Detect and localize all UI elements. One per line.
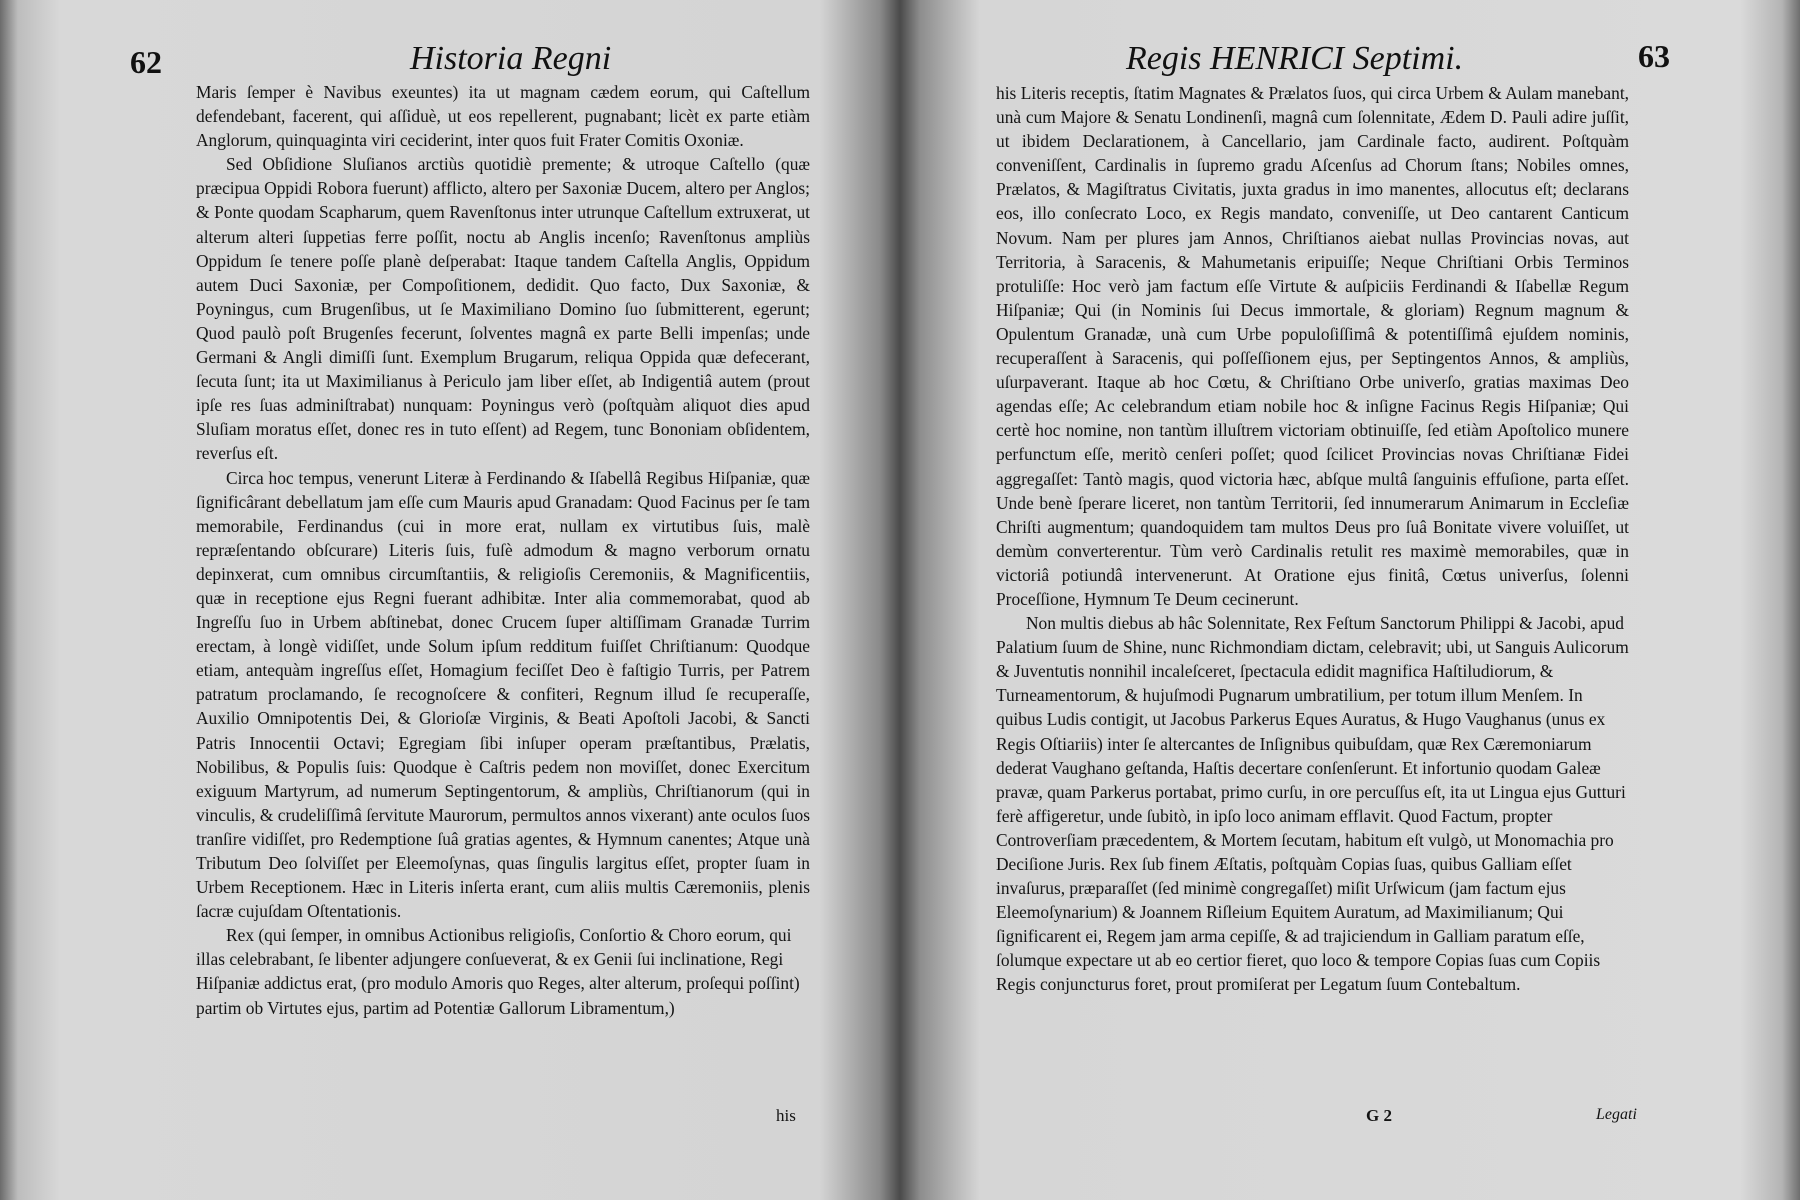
paragraph: Maris ſemper è Navibus exeuntes) ita ut magnam cædem eorum, qui Caſtellum defendebant, facerent, qui aſſiduè, ut eos repellerent, pugnabant; licèt ex parte etiàm Anglorum, quinquaginta viri ceciderint, inter quos fuit Frater Comitis Oxoniæ.	[196, 82, 810, 151]
signature-mark: G 2	[1366, 1106, 1392, 1125]
paragraph: Rex (qui ſemper, in omnibus Actionibus religioſis, Conſortio & Choro eorum, qui illas celebrabant, ſe libenter adjungere conſueverat, & ex Genii ſui inclinatione, Regi Hiſpaniæ addictus erat, (pro modulo Amoris quo Reges, alter alterum, proſequi poſſint) partim ob Virtutes ejus, partim ad Potentiæ Gallorum Libramentum,)	[196, 925, 800, 1018]
running-head-right: Regis HENRICI Septimi.	[1126, 40, 1464, 77]
running-head-left: Historia Regni	[410, 40, 612, 77]
page-number-left: 62	[130, 44, 162, 80]
paragraph: Non multis diebus ab hâc Solennitate, Rex Feſtum Sanctorum Philippi & Jacobi, apud Palatium ſuum de Shine, nunc Richmondiam dictam, celebravit; ubi, ut Sanguis Aulicorum & Juventutis nonnihil incaleſceret, ſpectacula edidit magnifica Haſtiludiorum, & Turneamentorum, & hujuſmodi Pugnarum umbratilium, per totum illum Menſem. In quibus Ludis contigit, ut Jacobus Parkerus Eques Auratus, & Hugo Vaughanus (unus ex Regis Oſtiariis) inter ſe altercantes de Inſignibus quibuſdam, quæ Rex Cæremoniarum dederat Vaughano geſtanda, Haſtis decertare conſenſerunt. Et infortunio quodam Galeæ pravæ, quam Parkerus portabat, primo curſu, in ore percuſſus eſt, ita ut Lingua ejus Gutturi ferè affigeretur, unde ſubitò, in ipſo loco animam efflavit. Quod Factum, propter Controverſiam præcedentem, & Mortem ſecutam, habitum eſt vulgò, ut Monomachia pro Deciſione Juris. Rex ſub finem Æſtatis, poſtquàm Copias ſuas, quibus Galliam eſſet invaſurus, præparaſſet (ſed minimè congregaſſet) miſit Urſwicum (jam factum ejus Eleemoſynarium) & Joannem Riſleium Equitem Auratum, ad Maximilianum; Qui ſignificarent ei, Regem jam arma cepiſſe, & ad trajiciendum in Galliam paratum eſſe, ſolumque expectare ut ab eo certior fieret, quo loco & tempore Copias ſuas cum Copiis Regis conjuncturus foret, prout promiſerat per Legatum ſuum Contebaltum.	[996, 613, 1629, 995]
right-page-body	[996, 81, 1629, 997]
page-number-right: 63	[1638, 38, 1670, 74]
catchword-right: Legati	[1596, 1106, 1637, 1123]
right-page	[900, 0, 1800, 1200]
paragraph: Sed Obſidione Sluſianos arctiùs quotidiè premente; & utroque Caſtello (quæ præcipua Oppidi Robora fuerunt) afflicto, altero per Saxoniæ Ducem, altero per Anglos; & Ponte quodam Scapharum, quem Ravenſtonus inter utrunque Caſtellum extruxerat, ut alterum alteri ſuppetias ferre poſſit, noctu ab Anglis incenſo; Ravenſtonus ampliùs Oppidum ſe tenere poſſe planè deſperabat: Itaque tandem Caſtella Anglis, Oppidum autem Duci Saxoniæ, per Compoſitionem, dedidit. Quo facto, Dux Saxoniæ, & Poyningus, cum Brugenſibus, ut ſe Maximiliano Domino ſuo ſubmitterent, egerunt; Quod paulò poſt Brugenſes fecerunt, ſolventes magnâ ex parte Belli impenſas; unde Germani & Angli dimiſſi ſunt. Exemplum Brugarum, reliqua Oppida quæ defecerant, ſecuta ſunt; ita ut Maximilianus à Periculo jam liber eſſet, ab Indigentiâ autem (prout ipſe res ſuas adminiſtrabat) nunquam: Poyningus verò (poſtquàm aliquot dies apud Sluſiam moratus eſſet, donec res in tuto eſſent) ad Regem, tunc Bononiam obſidentem, reverſus eſt.	[196, 154, 810, 464]
paragraph: Circa hoc tempus, venerunt Literæ à Ferdinando & Iſabellâ Regibus Hiſpaniæ, quæ ſignificârant debellatum jam eſſe cum Mauris apud Granadam: Quod Facinus per ſe tam memorabile, Ferdinandus (cui in more erat, nullam ex virtutibus ſuis, malè repræſentando obſcurare) Literis ſuis, fuſè admodum & magno verborum ornatu depinxerat, cum omnibus circumſtantiis, & religioſis Ceremoniis, & Magnificentiis, quæ in receptione ejus Regni fuerant adhibitæ. Inter alia commemorabat, quod ab Ingreſſu ſuo in Urbem abſtinebat, donec Crucem ſuper altiſſimam Granadæ Turrim erectam, à longè vidiſſet, unde Solum ipſum redditum fuiſſet Chriſtianum: Quodque etiam, antequàm ingreſſus eſſet, Homagium feciſſet Deo è faſtigio Turris, per Patrem patratum proclamando, ſe recognoſcere & confiteri, Regnum illud ſe recuperaſſe, Auxilio Omnipotentis Dei, & Glorioſæ Virginis, & Beati Apoſtoli Jacobi, & Sancti Patris Innocentii Octavi; Egregiam ſibi inſuper operam præſtantibus, Prælatis, Nobilibus, & Populis ſuis: Quodque è Caſtris pedem non moviſſet, donec Exercitum exiguum Martyrum, ad numerum Septingentorum, & ampliùs, Chriſtianorum (qui in vinculis, & crudeliſſimâ ſervitute Maurorum, permultos annos vixerant) ante oculos ſuos tranſire vidiſſet, pro Redemptione ſuâ gratias agentes, & Hymnum canentes; Atque unà Tributum Deo ſolviſſet per Eleemoſynas, quas ſingulis largitus eſſet, propter ſuam in Urbem Receptionem. Hæc in Literis inſerta erant, cum aliis multis Cæremoniis, plenis ſacræ cujuſdam Oſtentationis.	[196, 467, 810, 922]
paragraph: his Literis receptis, ſtatim Magnates & Prælatos ſuos, qui circa Urbem & Aulam manebant, unà cum Majore & Senatu Londinenſi, magnâ cum ſolennitate, Ædem D. Pauli adire juſſit, ut ibidem Declarationem, à Cancellario, jam Cardinale facto, audirent. Poſtquàm conveniſſent, Cardinalis in ſupremo gradu Aſcenſus ad Chorum ſtans; Nobiles omnes, Prælatos, & Magiſtratus Civitatis, juxta gradus in imo manentes, allocutus eſt; declarans eos, illo conſecrato Loco, ex Regis mandato, conveniſſe, ut Deo cantarent Canticum Novum. Nam per plures jam Annos, Chriſtianos aiebat nullas Provincias novas, aut Territoria, à Saracenis, & Mahumetanis eripuiſſe; Neque Chriſtiani Orbis Terminos protuliſſe: Hoc verò jam factum eſſe Virtute & auſpiciis Ferdinandi & Iſabellæ Regum Hiſpaniæ; Qui (in Nominis ſui Decus immortale, & gloriam) Regnum magnum & Opulentum Granadæ, unà cum Urbe populoſiſſimâ & potentiſſimâ ejuſdem nominis, recuperaſſent à Saracenis, qui poſſeſſionem ejus, per Septingentos Annos, & ampliùs, uſurpaverant. Itaque ab hoc Cœtu, & Chriſtiano Orbe univerſo, gratias maximas Deo agendas eſſe; Ac celebrandum etiam nobile hoc & inſigne Facinus Regis Hiſpaniæ; Qui certè hoc nomine, non tantùm illuſtrem victoriam obtinuiſſe, ſed etiàm Apoſtolico munere perfunctum eſſe, meritò cenſeri poſſet; quod ſcilicet Provincias novas Chriſtianæ Fidei aggregaſſet: Tantò magis, quod victoria hæc, abſque multâ ſanguinis effuſione, parta eſſet. Unde benè ſperare liceret, non tantùm Territorii, ſed innumerarum Animarum in Eccleſiæ Chriſti augmentum; quandoquidem tam multos Deus pro ſuâ Bonitate vivere voluiſſet, ut demùm converterentur. Tùm verò Cardinalis retulit res maximè memorabiles, quæ in victoriâ potiundâ intervenerunt. At Oratione ejus finitâ, Cœtus univerſus, ſolenni Proceſſione, Hymnum Te Deum cecinerunt.	[996, 83, 1629, 609]
left-page-body	[196, 80, 810, 1020]
catchword-left: his	[776, 1106, 796, 1125]
